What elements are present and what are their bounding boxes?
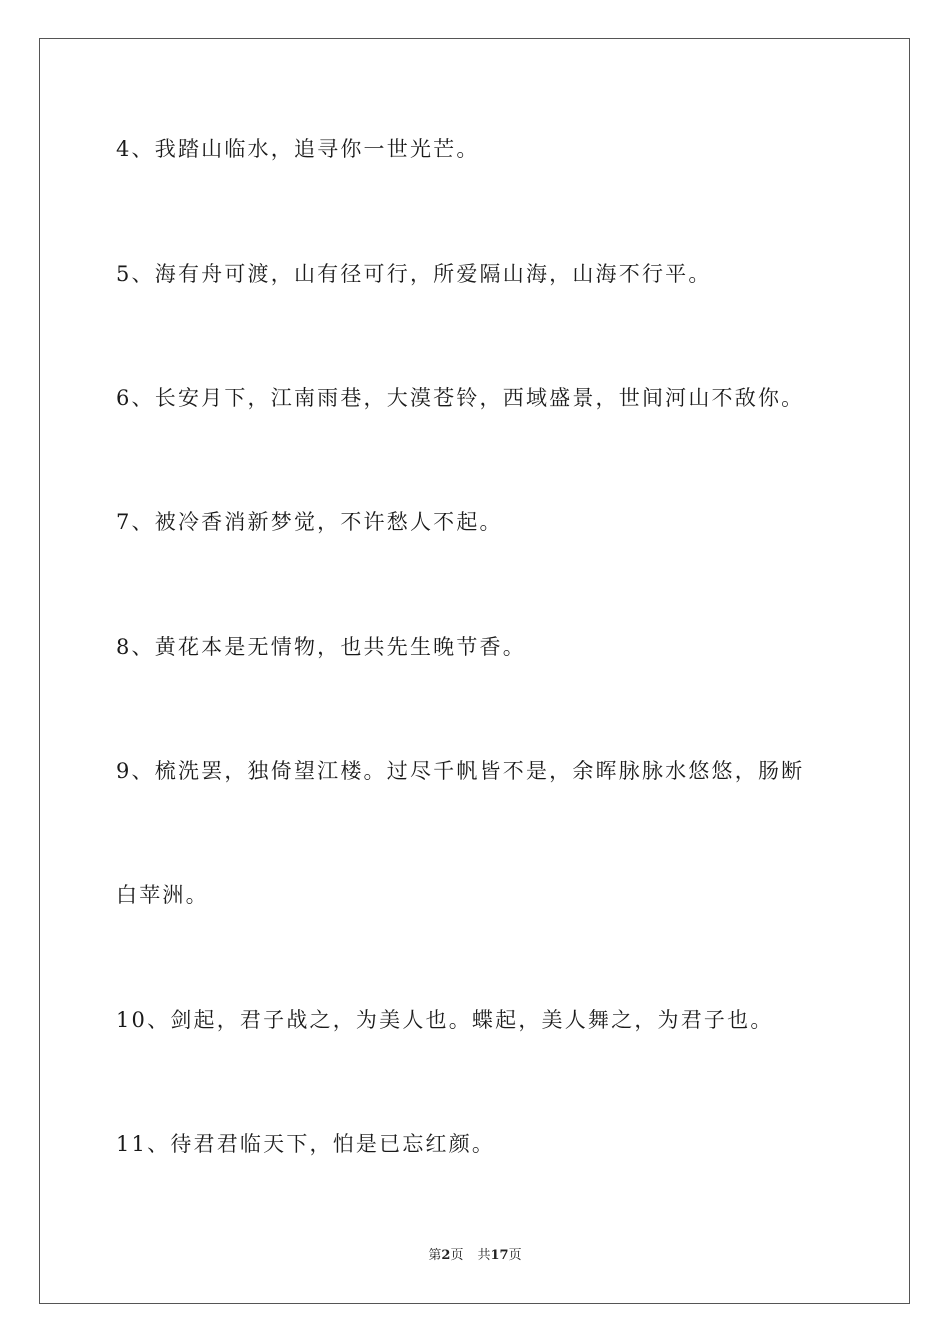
quote-line-10: 10、剑起，君子战之，为美人也。蝶起，美人舞之，为君子也。 bbox=[116, 1008, 774, 1032]
page-footer bbox=[0, 1247, 950, 1265]
quote-line-5: 5、海有舟可渡，山有径可行，所爱隔山海，山海不行平。 bbox=[116, 262, 712, 286]
page-border bbox=[39, 38, 910, 1304]
total-pages: 17 bbox=[490, 1248, 509, 1263]
quote-line-11: 11、待君君临天下，怕是已忘红颜。 bbox=[116, 1132, 496, 1156]
quote-line-7: 7、被冷香消新梦觉，不许愁人不起。 bbox=[116, 510, 503, 534]
total-prefix: 共 bbox=[477, 1248, 491, 1263]
quote-line-4: 4、我踏山临水，追寻你一世光芒。 bbox=[116, 137, 480, 161]
page-number: 2 bbox=[441, 1248, 451, 1263]
quote-line-9: 9、梳洗罢，独倚望江楼。过尽千帆皆不是，余晖脉脉水悠悠，肠断 bbox=[116, 759, 805, 783]
page-prefix: 第 bbox=[428, 1248, 442, 1263]
quote-line-9-continued: 白苹洲。 bbox=[116, 883, 209, 907]
quote-line-8: 8、黄花本是无情物，也共先生晚节香。 bbox=[116, 635, 526, 659]
quote-line-6: 6、长安月下，江南雨巷，大漠苍铃，西域盛景，世间河山不敌你。 bbox=[116, 386, 805, 410]
page-suffix: 页 bbox=[450, 1248, 464, 1263]
total-suffix: 页 bbox=[508, 1248, 522, 1263]
